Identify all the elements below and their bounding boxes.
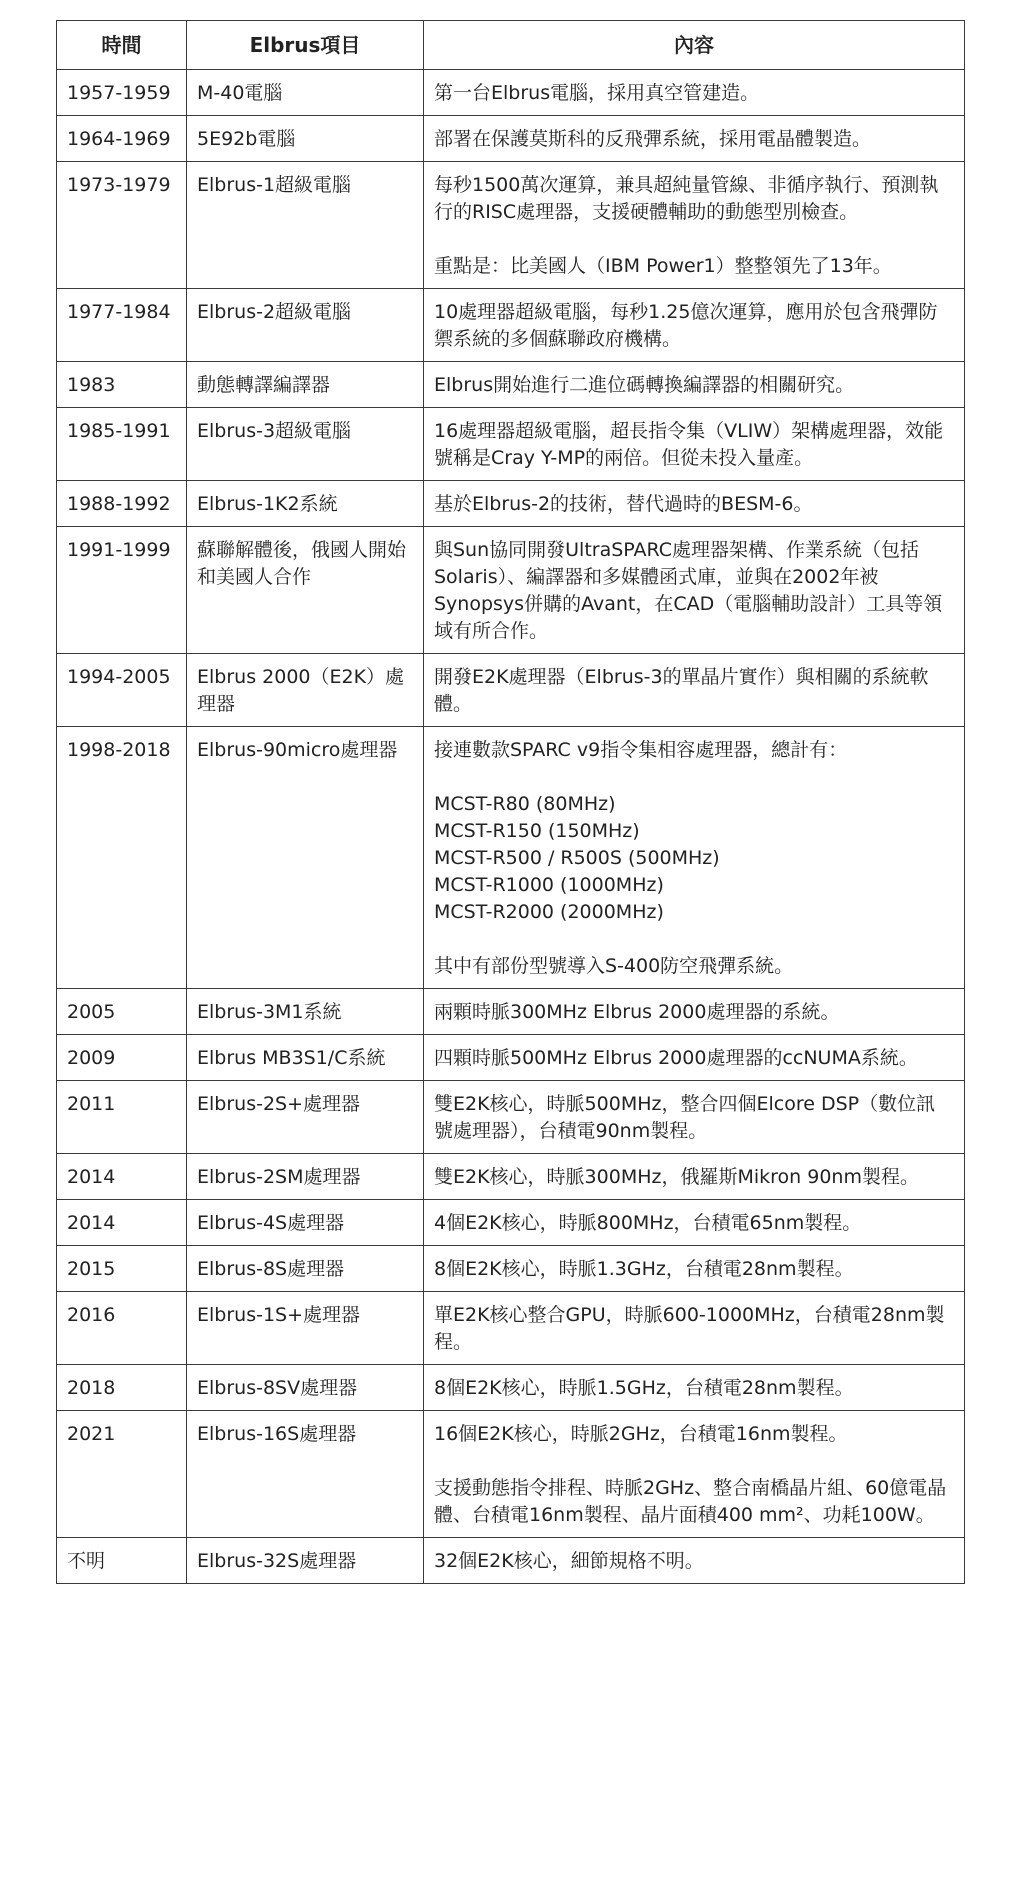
content-cell bbox=[424, 362, 965, 408]
time-cell: 1985-1991 bbox=[57, 408, 187, 481]
content-cell bbox=[424, 408, 965, 481]
header-time: 時間 bbox=[57, 21, 187, 70]
content-cell bbox=[424, 1292, 965, 1365]
content-paragraph: 32個E2K核心，細節規格不明。 bbox=[434, 1550, 704, 1572]
project-cell: M-40電腦 bbox=[187, 70, 424, 116]
project-cell: Elbrus-8SV處理器 bbox=[187, 1365, 424, 1411]
content-paragraph: 第一台Elbrus電腦，採用真空管建造。 bbox=[434, 82, 760, 104]
content-paragraph: 雙E2K核心，時脈300MHz，俄羅斯Mikron 90nm製程。 bbox=[434, 1166, 919, 1188]
time-cell: 1977-1984 bbox=[57, 289, 187, 362]
content-paragraph: Elbrus開始進行二進位碼轉換編譯器的相關研究。 bbox=[434, 374, 855, 396]
content-paragraph: 與Sun協同開發UltraSPARC處理器架構、作業系統（包括Solaris）、編譯器和多媒體函式庫，並與在2002年被Synopsys併購的Avant，在CAD（電腦輔助設計）工具等領域有所合作。 bbox=[434, 539, 943, 642]
time-cell: 2014 bbox=[57, 1200, 187, 1246]
project-cell: Elbrus-1S+處理器 bbox=[187, 1292, 424, 1365]
content-cell bbox=[424, 162, 965, 289]
elbrus-history-sheet bbox=[56, 20, 964, 1584]
content-cell bbox=[424, 1154, 965, 1200]
time-cell: 1957-1959 bbox=[57, 70, 187, 116]
table-row bbox=[57, 1365, 965, 1411]
table-body bbox=[57, 70, 965, 1584]
content-cell bbox=[424, 1365, 965, 1411]
header-content: 內容 bbox=[424, 21, 965, 70]
time-cell: 1983 bbox=[57, 362, 187, 408]
content-paragraph: 四顆時脈500MHz Elbrus 2000處理器的ccNUMA系統。 bbox=[434, 1047, 918, 1069]
time-cell: 2005 bbox=[57, 989, 187, 1035]
project-cell: Elbrus-1K2系統 bbox=[187, 481, 424, 527]
project-cell: Elbrus-16S處理器 bbox=[187, 1411, 424, 1538]
project-cell: Elbrus-32S處理器 bbox=[187, 1538, 424, 1584]
project-cell: 動態轉譯編譯器 bbox=[187, 362, 424, 408]
table-header-row bbox=[57, 21, 965, 70]
content-cell bbox=[424, 989, 965, 1035]
content-cell bbox=[424, 1538, 965, 1584]
content-list-line: MCST-R1000 (1000MHz) bbox=[434, 874, 664, 896]
project-cell: Elbrus-2超級電腦 bbox=[187, 289, 424, 362]
table-row bbox=[57, 727, 965, 989]
table-row bbox=[57, 70, 965, 116]
time-cell: 1991-1999 bbox=[57, 527, 187, 654]
time-cell: 2014 bbox=[57, 1154, 187, 1200]
table-row bbox=[57, 1035, 965, 1081]
content-paragraph: 接連數款SPARC v9指令集相容處理器，總計有： bbox=[434, 739, 848, 761]
header-project: Elbrus項目 bbox=[187, 21, 424, 70]
content-paragraph: 單E2K核心整合GPU，時脈600-1000MHz，台積電28nm製程。 bbox=[434, 1304, 945, 1353]
content-paragraph: 雙E2K核心，時脈500MHz，整合四個Elcore DSP（數位訊號處理器），台積電90nm製程。 bbox=[434, 1093, 936, 1142]
time-cell: 1994-2005 bbox=[57, 654, 187, 727]
project-cell: Elbrus 2000（E2K）處理器 bbox=[187, 654, 424, 727]
content-list-line: MCST-R500 / R500S (500MHz) bbox=[434, 847, 720, 869]
content-cell bbox=[424, 70, 965, 116]
project-cell: 蘇聯解體後，俄國人開始和美國人合作 bbox=[187, 527, 424, 654]
content-paragraph: 重點是：比美國人（IBM Power1）整整領先了13年。 bbox=[434, 255, 892, 277]
table-row bbox=[57, 1411, 965, 1538]
content-cell bbox=[424, 481, 965, 527]
table-row bbox=[57, 1292, 965, 1365]
content-cell bbox=[424, 727, 965, 989]
project-cell: 5E92b電腦 bbox=[187, 116, 424, 162]
content-list-line: MCST-R2000 (2000MHz) bbox=[434, 901, 664, 923]
content-cell bbox=[424, 1246, 965, 1292]
table-row bbox=[57, 1154, 965, 1200]
time-cell: 2011 bbox=[57, 1081, 187, 1154]
project-cell: Elbrus-1超級電腦 bbox=[187, 162, 424, 289]
content-paragraph: 其中有部份型號導入S-400防空飛彈系統。 bbox=[434, 955, 794, 977]
table-row bbox=[57, 654, 965, 727]
content-paragraph: 4個E2K核心，時脈800MHz，台積電65nm製程。 bbox=[434, 1212, 862, 1234]
time-cell: 2016 bbox=[57, 1292, 187, 1365]
table-row bbox=[57, 408, 965, 481]
content-paragraph: 部署在保護莫斯科的反飛彈系統，採用電晶體製造。 bbox=[434, 128, 872, 150]
project-cell: Elbrus-2SM處理器 bbox=[187, 1154, 424, 1200]
time-cell: 2021 bbox=[57, 1411, 187, 1538]
content-paragraph: 基於Elbrus-2的技術，替代過時的BESM-6。 bbox=[434, 493, 813, 515]
content-paragraph: 8個E2K核心，時脈1.5GHz，台積電28nm製程。 bbox=[434, 1377, 854, 1399]
time-cell: 1988-1992 bbox=[57, 481, 187, 527]
content-paragraph: 開發E2K處理器（Elbrus-3的單晶片實作）與相關的系統軟體。 bbox=[434, 666, 929, 715]
table-row bbox=[57, 1200, 965, 1246]
table-row bbox=[57, 116, 965, 162]
content-list-line: MCST-R150 (150MHz) bbox=[434, 820, 640, 842]
project-cell: Elbrus-3M1系統 bbox=[187, 989, 424, 1035]
project-cell: Elbrus-4S處理器 bbox=[187, 1200, 424, 1246]
time-cell: 1964-1969 bbox=[57, 116, 187, 162]
table-row bbox=[57, 527, 965, 654]
content-list-line: MCST-R80 (80MHz) bbox=[434, 793, 616, 815]
table-row bbox=[57, 989, 965, 1035]
table-row bbox=[57, 1246, 965, 1292]
table-row bbox=[57, 1538, 965, 1584]
time-cell: 2009 bbox=[57, 1035, 187, 1081]
content-cell bbox=[424, 1200, 965, 1246]
table-row bbox=[57, 289, 965, 362]
table-row bbox=[57, 162, 965, 289]
content-cell bbox=[424, 654, 965, 727]
content-paragraph bbox=[434, 791, 954, 926]
table-row bbox=[57, 481, 965, 527]
content-cell bbox=[424, 289, 965, 362]
elbrus-timeline-table bbox=[56, 20, 965, 1584]
time-cell: 1973-1979 bbox=[57, 162, 187, 289]
project-cell: Elbrus MB3S1/C系統 bbox=[187, 1035, 424, 1081]
content-cell bbox=[424, 1411, 965, 1538]
project-cell: Elbrus-2S+處理器 bbox=[187, 1081, 424, 1154]
content-paragraph: 10處理器超級電腦，每秒1.25億次運算，應用於包含飛彈防禦系統的多個蘇聯政府機構。 bbox=[434, 301, 938, 350]
content-paragraph: 每秒1500萬次運算，兼具超純量管線、非循序執行、預測執行的RISC處理器，支援硬體輔助的動態型別檢查。 bbox=[434, 174, 939, 223]
project-cell: Elbrus-8S處理器 bbox=[187, 1246, 424, 1292]
content-paragraph: 兩顆時脈300MHz Elbrus 2000處理器的系統。 bbox=[434, 1001, 840, 1023]
time-cell: 2018 bbox=[57, 1365, 187, 1411]
content-cell bbox=[424, 1035, 965, 1081]
project-cell: Elbrus-3超級電腦 bbox=[187, 408, 424, 481]
table-row bbox=[57, 1081, 965, 1154]
content-paragraph: 8個E2K核心，時脈1.3GHz，台積電28nm製程。 bbox=[434, 1258, 854, 1280]
content-cell bbox=[424, 527, 965, 654]
content-paragraph: 16處理器超級電腦，超長指令集（VLIW）架構處理器，效能號稱是Cray Y-MP的兩倍。但從未投入量產。 bbox=[434, 420, 944, 469]
content-paragraph: 支援動態指令排程、時脈2GHz、整合南橋晶片組、60億電晶體、台積電16nm製程、晶片面積400 mm²、功耗100W。 bbox=[434, 1477, 947, 1526]
time-cell: 2015 bbox=[57, 1246, 187, 1292]
content-cell bbox=[424, 1081, 965, 1154]
time-cell: 1998-2018 bbox=[57, 727, 187, 989]
project-cell: Elbrus-90micro處理器 bbox=[187, 727, 424, 989]
content-cell bbox=[424, 116, 965, 162]
table-row bbox=[57, 362, 965, 408]
time-cell: 不明 bbox=[57, 1538, 187, 1584]
content-paragraph: 16個E2K核心，時脈2GHz，台積電16nm製程。 bbox=[434, 1423, 848, 1445]
